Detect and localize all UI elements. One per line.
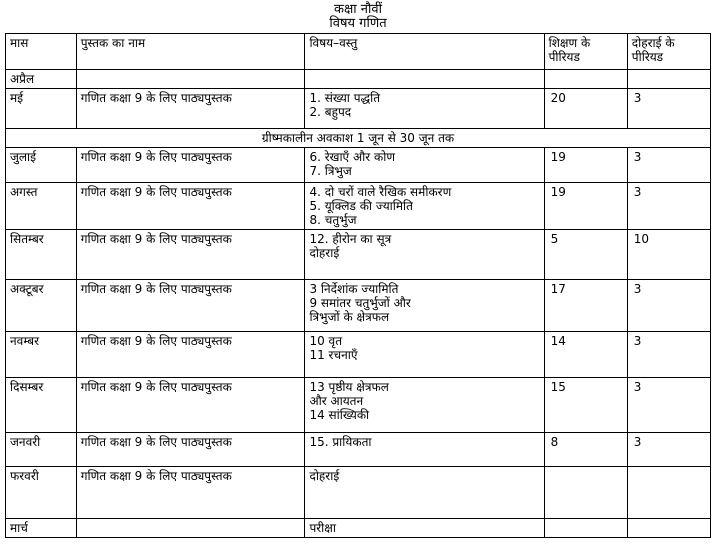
topic-item: 10 वृत	[309, 334, 343, 348]
month-cell: मार्च	[6, 519, 77, 538]
topic-cell	[305, 230, 544, 280]
topic-item: दोहराई	[309, 469, 340, 483]
header-row	[6, 34, 711, 70]
topic-cell	[305, 332, 544, 378]
topic-item: परीक्षा	[309, 521, 336, 535]
book-column-header: पुस्तक का नाम	[76, 34, 305, 70]
table-row	[6, 332, 711, 378]
revision-periods-cell	[627, 70, 710, 89]
book-cell	[76, 519, 305, 538]
topic-item: 3 निर्देशांक ज्यामिति	[309, 282, 399, 296]
revision-periods-cell	[627, 519, 710, 538]
revision-periods-column-header: दोहराई के पीरियड	[627, 34, 710, 70]
class-title: कक्षा नौवीं	[334, 2, 382, 17]
book-cell: गणित कक्षा 9 के लिए पाठ्यपुस्तक	[76, 89, 305, 129]
topic-item: 12. हीरोन का सूत्र	[309, 232, 392, 246]
book-cell: गणित कक्षा 9 के लिए पाठ्यपुस्तक	[76, 433, 305, 467]
topic-cell	[305, 280, 544, 332]
revision-periods-cell: 3	[627, 148, 710, 183]
table-row	[6, 230, 711, 280]
month-cell: मई	[6, 89, 77, 129]
teaching-periods-cell	[544, 467, 627, 519]
topic-item: दोहराई	[309, 246, 340, 260]
table-row	[6, 280, 711, 332]
topic-cell	[305, 148, 544, 183]
topic-item: 11 रचनाएँ	[309, 348, 358, 362]
table-row	[6, 183, 711, 230]
teaching-periods-cell: 20	[544, 89, 627, 129]
topic-column-header: विषय–वस्तु	[305, 34, 544, 70]
month-cell: फरवरी	[6, 467, 77, 519]
book-cell: गणित कक्षा 9 के लिए पाठ्यपुस्तक	[76, 332, 305, 378]
month-cell: सितम्बर	[6, 230, 77, 280]
teaching-periods-cell: 15	[544, 378, 627, 433]
teaching-periods-cell: 17	[544, 280, 627, 332]
table-row	[6, 467, 711, 519]
teaching-periods-cell: 8	[544, 433, 627, 467]
month-cell: जनवरी	[6, 433, 77, 467]
month-cell: अक्टूबर	[6, 280, 77, 332]
topic-item: 15. प्रायिकता	[309, 435, 372, 449]
teaching-periods-cell	[544, 519, 627, 538]
book-cell: गणित कक्षा 9 के लिए पाठ्यपुस्तक	[76, 183, 305, 230]
topic-cell	[305, 519, 544, 538]
topic-item: 1. संख्या पद्धति	[309, 91, 381, 105]
vacation-row	[6, 129, 711, 148]
topic-cell	[305, 433, 544, 467]
month-column-header: मास	[6, 34, 77, 70]
topic-item: 2. बहुपद	[309, 105, 352, 119]
month-cell: अप्रैल	[6, 70, 77, 89]
revision-periods-cell: 10	[627, 230, 710, 280]
month-cell: अगस्त	[6, 183, 77, 230]
teaching-periods-cell: 19	[544, 183, 627, 230]
teaching-periods-cell: 5	[544, 230, 627, 280]
month-cell: नवम्बर	[6, 332, 77, 378]
topic-item: त्रिभुजों के क्षेत्रफल	[309, 310, 390, 324]
topic-item: 4. दो चरों वाले रैखिक समीकरण	[309, 185, 452, 199]
topic-item: 13 पृष्ठीय क्षेत्रफल	[309, 380, 389, 394]
revision-periods-cell: 3	[627, 89, 710, 129]
revision-periods-cell: 3	[627, 280, 710, 332]
topic-item: 8. चतुर्भुज	[309, 213, 357, 227]
book-cell: गणित कक्षा 9 के लिए पाठ्यपुस्तक	[76, 467, 305, 519]
syllabus-table	[5, 33, 711, 538]
revision-periods-cell: 3	[627, 378, 710, 433]
teaching-periods-cell: 19	[544, 148, 627, 183]
topic-item: 9 समांतर चतुर्भुजों और	[309, 296, 411, 310]
table-row	[6, 519, 711, 538]
book-cell: गणित कक्षा 9 के लिए पाठ्यपुस्तक	[76, 148, 305, 183]
teaching-periods-cell	[544, 70, 627, 89]
month-cell: जुलाई	[6, 148, 77, 183]
topic-cell	[305, 89, 544, 129]
month-cell: दिसम्बर	[6, 378, 77, 433]
topic-item: 7. त्रिभुज	[309, 164, 352, 178]
table-row	[6, 70, 711, 89]
book-cell: गणित कक्षा 9 के लिए पाठ्यपुस्तक	[76, 280, 305, 332]
teaching-periods-column-header: शिक्षण के पीरियड	[544, 34, 627, 70]
topic-item: 5. यूक्लिड की ज्यामिति	[309, 199, 413, 213]
subject-title: विषय गणित	[329, 16, 387, 31]
table-row	[6, 433, 711, 467]
revision-periods-cell: 3	[627, 433, 710, 467]
topic-item: और आयतन	[309, 394, 364, 408]
book-cell: गणित कक्षा 9 के लिए पाठ्यपुस्तक	[76, 378, 305, 433]
book-cell: गणित कक्षा 9 के लिए पाठ्यपुस्तक	[76, 230, 305, 280]
table-body	[6, 70, 711, 538]
book-cell	[76, 70, 305, 89]
teaching-periods-cell: 14	[544, 332, 627, 378]
revision-periods-cell	[627, 467, 710, 519]
vacation-note: ग्रीष्मकालीन अवकाश 1 जून से 30 जून तक	[6, 129, 711, 148]
table-row	[6, 148, 711, 183]
topic-cell	[305, 378, 544, 433]
topic-cell	[305, 467, 544, 519]
topic-cell	[305, 183, 544, 230]
table-row	[6, 89, 711, 129]
revision-periods-cell: 3	[627, 332, 710, 378]
topic-item: 14 सांख्यिकी	[309, 408, 370, 422]
topic-item: 6. रेखाएँ और कोण	[309, 150, 395, 164]
revision-periods-cell: 3	[627, 183, 710, 230]
topic-cell	[305, 70, 544, 89]
table-row	[6, 378, 711, 433]
